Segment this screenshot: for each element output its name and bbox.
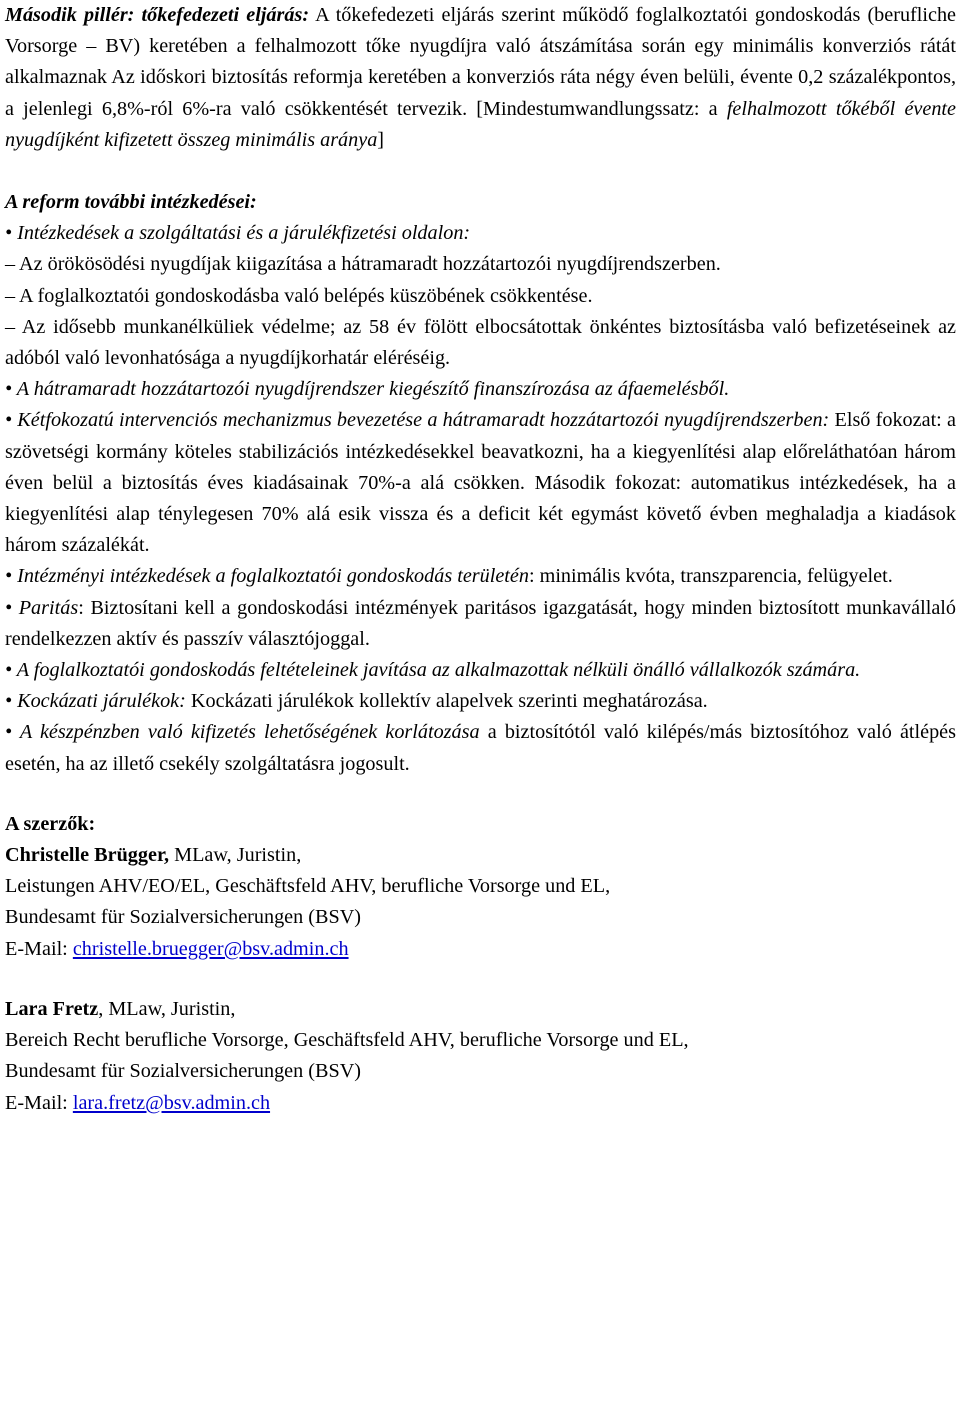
intro-paragraph	[5, 0, 956, 156]
bullet-title: • A készpénzben való kifizetés lehetőségének korlátozása	[5, 721, 480, 744]
bullet-title: • Intézményi intézkedések a foglalkoztatói gondoskodás területén	[5, 565, 529, 588]
spacer	[5, 780, 956, 809]
intro-text: A tőkefedezeti eljárás szerint működő foglalkoztatói gondoskodás (berufliche Vorsorge – BV) keretében a felhalmozott tőke nyugdíjra való átszámítása során egy minimális konverziós rátát alkalmaznak Az időskori biztosítás reformja keretében a konverziós ráta négy éven belüli, évente 0,2 százalékpontos, a jelenlegi 6,8%-ról 6%-ra való csökkentését tervezik. [Mindestumwandlungssatz: a	[5, 4, 956, 120]
definition-text: felhalmozott tőkéből évente nyugdíjként kifizetett összeg minimális aránya	[5, 97, 956, 151]
bullet-text: a biztosítótól való kilépés/más biztosítóhoz való átlépés esetén, ha az illető csekély szolgáltatásra jogosult.	[5, 721, 956, 775]
author-2-name-line	[5, 994, 956, 1025]
authors-heading: A szerzők:	[5, 812, 96, 835]
email-label: E-Mail:	[5, 1091, 73, 1114]
bullet-text: Első fokozat: a szövetségi kormány köteles stabilizációs intézkedésekkel beavatkozni, ha a kiegyenlítési alap előreláthatóan három éven belül a biztosítás éves kiadásainak 70%-a alá csökken. Második fokozat: automatikus intézkedések, ha a kiegyenlítési alap ténylegesen 70% alá esik vissza és a deficit két egymást követő évben meghaladja a kiadások három százalékát.	[5, 409, 956, 557]
author-1-office: Bundesamt für Sozialversicherungen (BSV)	[5, 906, 362, 929]
dash-item-unemployed-protection: – Az idősebb munkanélküliek védelme; az 58 év fölött elbocsátottak önkéntes biztosításba való befizetéseinek az adóból való levonhatósága a nyugdíjkorhatár eléréséig.	[5, 315, 956, 370]
author-2-name: Lara Fretz	[5, 997, 99, 1020]
bullet-text: : minimális kvóta, transzparencia, felügyelet.	[528, 565, 893, 588]
bullet-intervention-mechanism	[5, 405, 956, 561]
reform-heading: A reform további intézkedései:	[5, 191, 257, 214]
spacer	[5, 965, 956, 994]
author-1-department: Leistungen AHV/EO/EL, Geschäftsfeld AHV, berufliche Vorsorge und EL,	[5, 875, 611, 898]
author-2-title: , MLaw, Juristin,	[98, 997, 236, 1020]
bullet-cash-payout	[5, 717, 956, 779]
author-1-email-link[interactable]: christelle.bruegger@bsv.admin.ch	[72, 937, 349, 960]
author-1-title: MLaw, Juristin,	[169, 844, 302, 867]
dash-item-survivor-pensions: – Az örökösödési nyugdíjak kiigazítása a hátramaradt hozzátartozói nyugdíjrendszerben.	[5, 253, 721, 276]
bullet-parity	[5, 593, 956, 655]
bullet-text: : Biztosítani kell a gondoskodási intézmények paritásos igazgatását, hogy minden biztosított munkavállaló rendelkezzen aktív és passzív választójoggal.	[5, 596, 956, 650]
bullet-text: Kockázati járulékok kollektív alapelvek szerinti meghatározása.	[185, 690, 708, 713]
author-1-name: Christelle Brügger,	[5, 844, 170, 867]
bullet-institutional-measures	[5, 561, 956, 592]
bullet-vat-financing: • A hátramaradt hozzátartozói nyugdíjrendszer kiegészítő finanszírozása az áfaemelésből.	[5, 378, 730, 401]
bullet-self-employed: • A foglalkoztatói gondoskodás feltételeinek javítása az alkalmazottak nélküli önálló vállalkozók számára.	[5, 659, 861, 682]
email-label: E-Mail:	[5, 937, 73, 960]
dash-item-entry-threshold: – A foglalkoztatói gondoskodásba való belépés küszöbének csökkentése.	[5, 284, 593, 307]
author-2-office: Bundesamt für Sozialversicherungen (BSV)	[5, 1060, 362, 1083]
intro-text-end: ]	[377, 128, 385, 151]
author-2-email-link[interactable]: lara.fretz@bsv.admin.ch	[72, 1091, 271, 1114]
bullet-measures: • Intézkedések a szolgáltatási és a járulékfizetési oldalon:	[5, 222, 471, 245]
author-1-email-line	[5, 934, 956, 965]
author-2-email-line	[5, 1088, 956, 1119]
bullet-title: • Kockázati járulékok:	[5, 690, 186, 713]
bullet-risk-contributions	[5, 686, 956, 717]
author-1-name-line	[5, 840, 956, 871]
section-heading: Második pillér: tőkefedezeti eljárás:	[5, 4, 310, 26]
bullet-title: • Kétfokozatú intervenciós mechanizmus bevezetése a hátramaradt hozzátartozói nyugdíjrendszerben:	[5, 409, 830, 432]
bullet-title: • Paritás	[5, 596, 79, 619]
author-2-department: Bereich Recht berufliche Vorsorge, Geschäftsfeld AHV, berufliche Vorsorge und EL,	[5, 1029, 689, 1052]
spacer	[5, 156, 956, 187]
